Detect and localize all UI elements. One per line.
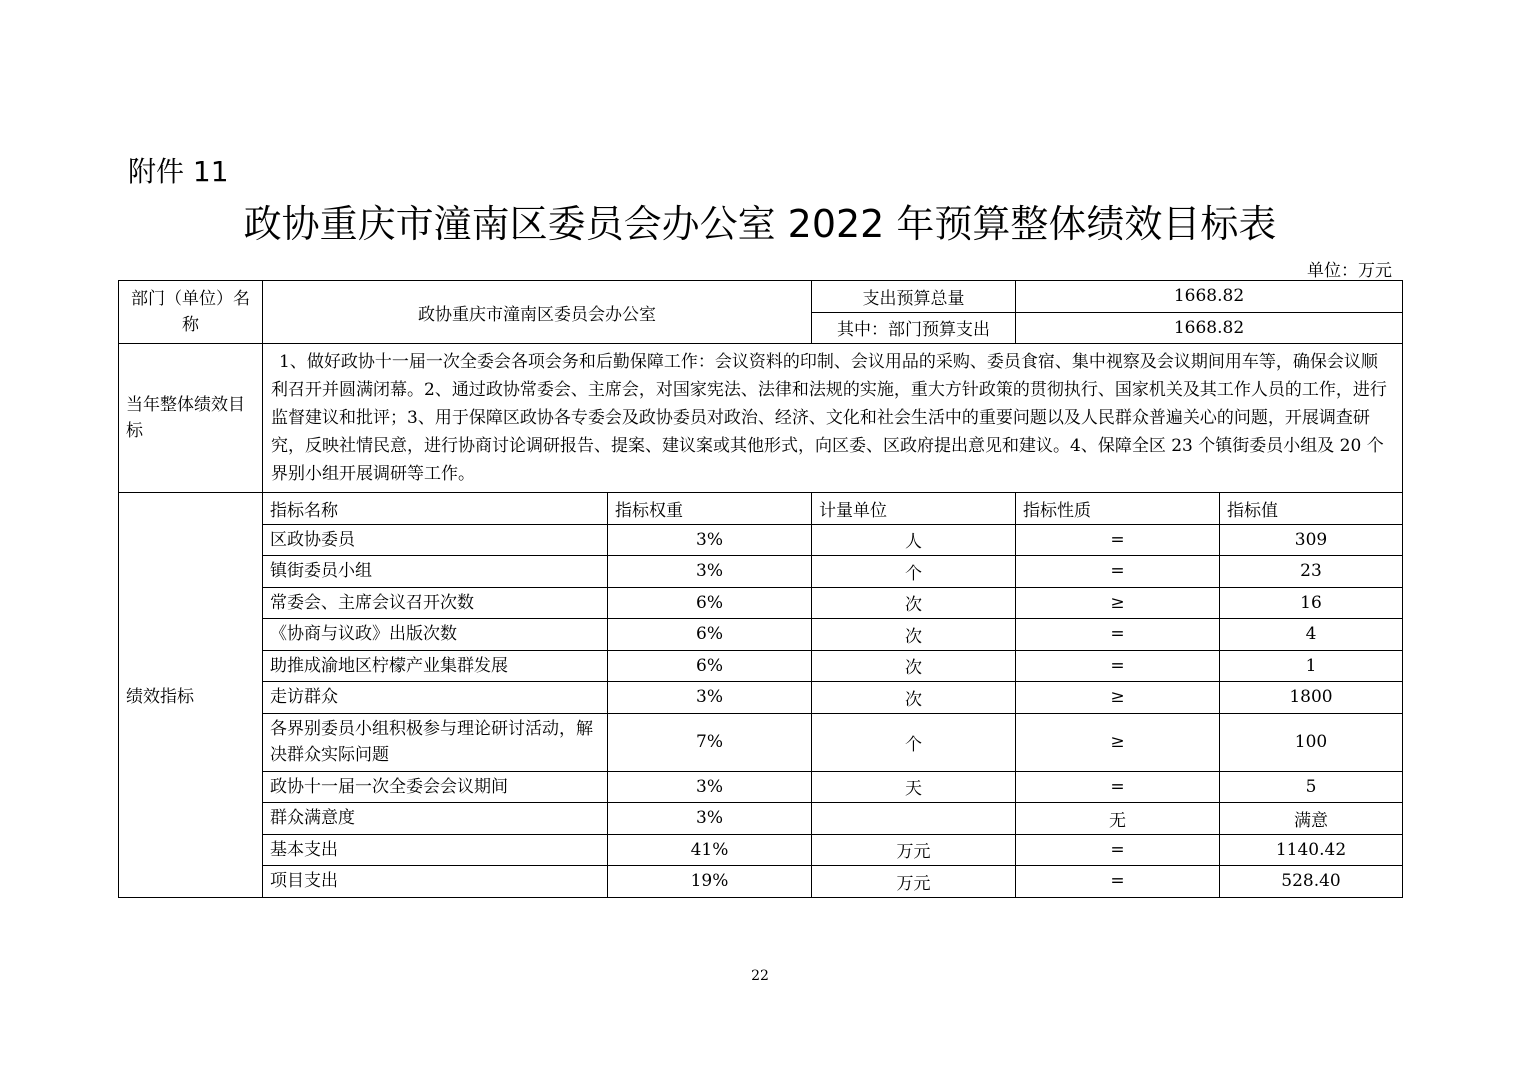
indicator-nature: = [1016,524,1220,556]
indicator-name: 区政协委员 [263,524,608,556]
indicator-value: 16 [1220,587,1403,619]
indicator-unit: 天 [812,771,1016,803]
indicator-nature: = [1016,650,1220,682]
goal-row [119,344,1403,493]
indicator-header-row [119,493,1403,525]
indicator-weight: 7% [608,713,812,771]
indicator-value: 309 [1220,524,1403,556]
indicator-unit: 次 [812,619,1016,651]
indicator-value: 4 [1220,619,1403,651]
indicator-nature: = [1016,771,1220,803]
indicator-weight: 6% [608,650,812,682]
indicator-nature: = [1016,866,1220,898]
page-title: 政协重庆市潼南区委员会办公室 2022 年预算整体绩效目标表 [243,202,1277,246]
dept-label: 部门（单位）名称 [119,281,263,344]
unit-label: 单位：万元 [1307,261,1392,281]
indicator-unit: 次 [812,587,1016,619]
indicator-name: 助推成渝地区柠檬产业集群发展 [263,650,608,682]
dept-row-1 [119,281,1403,313]
indicator-unit: 人 [812,524,1016,556]
indicator-unit [812,803,1016,835]
indicator-name: 项目支出 [263,866,608,898]
indicator-unit: 次 [812,650,1016,682]
total-budget-value: 1668.82 [1016,281,1403,313]
indicator-unit: 万元 [812,866,1016,898]
indicator-weight: 19% [608,866,812,898]
table-row [119,619,1403,651]
indicator-nature: = [1016,834,1220,866]
indicator-value: 100 [1220,713,1403,771]
indicator-weight: 3% [608,771,812,803]
performance-table [118,280,1403,898]
indicator-value: 23 [1220,556,1403,588]
dept-budget-value: 1668.82 [1016,312,1403,344]
indicator-nature: ≥ [1016,587,1220,619]
indicator-value: 1800 [1220,682,1403,714]
indicator-nature: 无 [1016,803,1220,835]
indicator-nature: = [1016,619,1220,651]
table-row [119,587,1403,619]
header-indicator-weight: 指标权重 [608,493,812,525]
indicator-name: 镇街委员小组 [263,556,608,588]
header-indicator-name: 指标名称 [263,493,608,525]
indicator-name: 《协商与议政》出版次数 [263,619,608,651]
table-row [119,866,1403,898]
indicator-label: 绩效指标 [119,493,263,898]
table-row [119,713,1403,771]
indicator-nature: ≥ [1016,682,1220,714]
table-row [119,682,1403,714]
goal-label: 当年整体绩效目标 [119,344,263,493]
indicator-nature: ≥ [1016,713,1220,771]
total-budget-label: 支出预算总量 [812,281,1016,313]
dept-budget-label: 其中：部门预算支出 [812,312,1016,344]
indicator-weight: 3% [608,556,812,588]
indicator-nature: = [1016,556,1220,588]
attachment-label: 附件 11 [128,155,229,188]
indicator-name: 常委会、主席会议召开次数 [263,587,608,619]
indicator-value: 528.40 [1220,866,1403,898]
indicator-weight: 3% [608,803,812,835]
indicator-weight: 41% [608,834,812,866]
indicator-value: 1140.42 [1220,834,1403,866]
table-row [119,524,1403,556]
indicator-name: 基本支出 [263,834,608,866]
indicator-value: 5 [1220,771,1403,803]
header-nature: 指标性质 [1016,493,1220,525]
indicator-weight: 3% [608,524,812,556]
dept-name: 政协重庆市潼南区委员会办公室 [263,281,812,344]
indicator-value: 满意 [1220,803,1403,835]
goal-text: 1、做好政协十一届一次全委会各项会务和后勤保障工作：会议资料的印制、会议用品的采购、委员食宿、集中视察及会议期间用车等，确保会议顺利召开并圆满闭幕。2、通过政协常委会、主席会，对国家宪法、法律和法规的实施，重大方针政策的贯彻执行、国家机关及其工作人员的工作，进行监督建议和批评；3、用于保障区政协各专委会及政协委员对政治、经济、文化和社会生活中的重要问题以及人民群众普遍关心的问题，开展调查研究，反映社情民意，进行协商讨论调研报告、提案、建议案或其他形式，向区委、区政府提出意见和建议。4、保障全区 23 个镇街委员小组及 20 个界别小组开展调研等工作。 [263,344,1403,493]
header-unit: 计量单位 [812,493,1016,525]
indicator-unit: 个 [812,713,1016,771]
indicator-value: 1 [1220,650,1403,682]
indicator-unit: 次 [812,682,1016,714]
indicator-name: 群众满意度 [263,803,608,835]
table-row [119,556,1403,588]
indicator-name: 各界别委员小组积极参与理论研讨活动，解决群众实际问题 [263,713,608,771]
page-number: 22 [751,968,769,984]
indicator-name: 走访群众 [263,682,608,714]
indicator-name: 政协十一届一次全委会会议期间 [263,771,608,803]
indicator-weight: 6% [608,587,812,619]
table-row [119,650,1403,682]
header-value: 指标值 [1220,493,1403,525]
table-row [119,803,1403,835]
table-row [119,834,1403,866]
table-row [119,771,1403,803]
indicator-unit: 个 [812,556,1016,588]
indicator-unit: 万元 [812,834,1016,866]
indicator-weight: 6% [608,619,812,651]
indicator-weight: 3% [608,682,812,714]
